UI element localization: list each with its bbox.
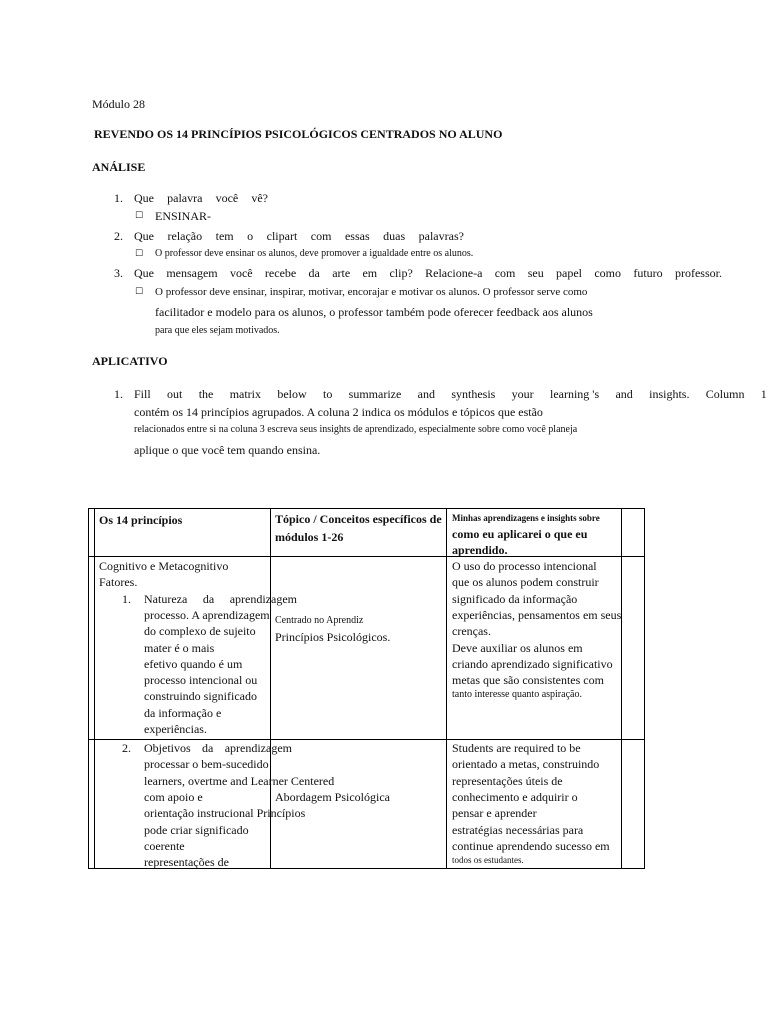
principle-line: representações de: [144, 855, 229, 870]
q3-word: papel: [556, 266, 583, 280]
q1-answer: ENSINAR-: [155, 209, 211, 223]
aplicativo-word: the: [198, 387, 214, 401]
table-margin-cell: [622, 740, 645, 869]
principle-number: 2.: [122, 741, 131, 755]
header-col3-small: Minhas aprendizagens e insights sobre: [452, 513, 600, 523]
summary-matrix: [88, 508, 645, 869]
table-margin-cell: [622, 509, 645, 557]
header-col3-line: aprendido.: [452, 543, 508, 557]
principle-line: experiências.: [144, 722, 207, 736]
q3-word: professor.: [674, 266, 722, 280]
q1-number: 1.: [114, 191, 123, 205]
principle-line: da informação e: [144, 705, 222, 720]
insight-line: pensar e aprender: [452, 806, 537, 821]
header-col2-line: módulos 1-26: [275, 530, 344, 544]
q3-word: recebe: [264, 266, 297, 280]
q1-word: você: [215, 191, 239, 205]
insight-line: criando aprendizado significativo: [452, 656, 613, 671]
aplicativo-number: 1.: [114, 387, 123, 401]
q3-answer-line: O professor deve ensinar, inspirar, motivar, encorajar e motivar os alunos. O professor serve como: [155, 286, 588, 298]
insight-line: representações úteis de: [452, 773, 563, 788]
q3-word: você: [229, 266, 253, 280]
principle-title-word: Objetivos: [144, 741, 191, 755]
aplicativo-line: relacionados entre si na coluna 3 escreva seus insights de aprendizado, especialmente sobre como você planeja: [134, 424, 578, 435]
insight-line: orientado a metas, construindo: [452, 757, 600, 772]
principle-title-word: da: [202, 741, 214, 755]
insight-line: Deve auxiliar os alunos em: [452, 640, 583, 655]
row2-insight: [447, 740, 622, 869]
insight-line: conhecimento e adquirir o: [452, 789, 578, 804]
principle-line: processar o bem-sucedido: [144, 757, 269, 772]
principle-line: processo. A aprendizagem: [144, 607, 270, 622]
principle-title-word: da: [202, 591, 215, 606]
principle-line: pode criar significado: [144, 822, 249, 837]
analise-heading: ANÁLISE: [92, 160, 146, 174]
aplicativo-word: to: [323, 387, 333, 401]
q2-number: 2.: [114, 229, 123, 243]
aplicativo-word: 1: [760, 387, 767, 401]
q3-word: futuro: [633, 266, 663, 280]
q2-word: Que: [134, 229, 154, 243]
aplicativo-word: insights.: [649, 387, 690, 401]
q1-word: palavra: [167, 191, 203, 205]
principle-line: do complexo de sujeito: [144, 624, 256, 639]
principle-line: learners, overtme and Learner Centered: [144, 773, 335, 788]
q1-word: vê?: [251, 191, 268, 205]
q3-word: arte: [332, 266, 351, 280]
header-col1-text: Os 14 princípios: [99, 513, 183, 527]
aplicativo-word: matrix: [229, 387, 262, 401]
principle-line: orientação instrucional Princípios: [144, 806, 306, 821]
header-principles: [95, 509, 271, 557]
principle-title-word: aprendizagem: [229, 591, 297, 606]
q3-answer-line: facilitador e modelo para os alunos, o professor também pode oferecer feedback aos alunos: [155, 305, 593, 319]
bullet-icon: ☐: [135, 287, 144, 297]
insight-line: todos os estudantes.: [452, 855, 524, 866]
principle-line: construindo significado: [144, 689, 257, 704]
table-header-row: [89, 509, 645, 557]
aplicativo-word: and: [615, 387, 633, 401]
aplicativo-word: below: [277, 387, 307, 401]
module-label: Módulo 28: [92, 97, 146, 111]
principle-line: coerente: [144, 838, 185, 853]
bullet-icon: ☐: [135, 249, 144, 259]
q3-word: seu: [527, 266, 544, 280]
topic-line: Abordagem Psicológica: [275, 790, 390, 804]
principle-line: com apoio e: [144, 789, 203, 804]
q2-word: essas: [344, 229, 370, 243]
principle-intro: Fatores.: [99, 575, 138, 590]
insight-line: experiências, pensamentos em seus: [452, 607, 622, 622]
principle-line: mater é o mais: [144, 640, 215, 655]
topic-line: Princípios Psicológicos.: [275, 630, 391, 644]
row1-topic: [271, 557, 447, 740]
q2-word: relação: [167, 229, 203, 243]
header-insights: [447, 509, 622, 557]
insight-line: que os alunos podem construir: [452, 575, 599, 590]
table-row: [89, 557, 645, 740]
q2-answer: O professor deve ensinar os alunos, deve promover a igualdade entre os alunos.: [155, 248, 474, 259]
q3-word: clip?: [389, 266, 413, 280]
q2-word: tem: [215, 229, 234, 243]
bullet-icon: ☐: [135, 211, 144, 221]
principle-intro: Cognitivo e Metacognitivo: [99, 559, 229, 573]
q1-word: Que: [134, 191, 154, 205]
q3-answer-line: para que eles sejam motivados.: [155, 325, 280, 336]
insight-line: Students are required to be: [452, 741, 581, 755]
q2-word: o: [247, 229, 254, 243]
q3-word: em: [362, 266, 378, 280]
aplicativo-word: synthesis: [451, 387, 496, 401]
table-row: [89, 740, 645, 869]
principle-line: efetivo quando é um: [144, 656, 243, 671]
aplicativo-word: Fill: [134, 387, 151, 401]
aplicativo-line: contém os 14 princípios agrupados. A coluna 2 indica os módulos e tópicos que estão: [134, 405, 543, 419]
row1-insight: [447, 557, 622, 740]
q2-word: duas: [383, 229, 406, 243]
insight-line: tanto interesse quanto aspiração.: [452, 689, 582, 701]
insight-line: significado da informação: [452, 591, 578, 606]
q3-word: como: [594, 266, 622, 280]
q3-question: [134, 266, 722, 281]
q3-number: 3.: [114, 266, 123, 280]
insight-line: continue aprendendo sucesso em: [452, 838, 610, 853]
row2-topic: [271, 740, 447, 869]
table-margin-cell: [622, 557, 645, 740]
page-title: REVENDO OS 14 PRINCÍPIOS PSICOLÓGICOS CENTRADOS NO ALUNO: [94, 127, 503, 141]
principle-line: processo intencional ou: [144, 673, 258, 688]
aplicativo-heading: APLICATIVO: [92, 354, 168, 368]
q3-word: da: [308, 266, 320, 280]
q3-word: com: [494, 266, 516, 280]
insight-line: metas que são consistentes com: [452, 673, 604, 688]
q1-question: [134, 191, 268, 206]
row1-principle: [95, 557, 297, 740]
q2-word: com: [310, 229, 332, 243]
aplicativo-line: [134, 387, 767, 402]
q2-word: clipart: [266, 229, 298, 243]
q2-question: [134, 229, 464, 244]
aplicativo-word: out: [167, 387, 183, 401]
q3-word: Que: [134, 266, 154, 280]
topic-line: Centrado no Aprendiz: [275, 615, 364, 626]
principle-number: 1.: [122, 591, 131, 606]
q2-word: palavras?: [418, 229, 464, 243]
aplicativo-word: your: [511, 387, 534, 401]
insight-line: crenças.: [452, 624, 491, 639]
header-col3-line: como eu aplicarei o que eu: [452, 527, 588, 541]
q3-word: Relacione-a: [425, 266, 483, 280]
insight-line: O uso do processo intencional: [452, 559, 597, 573]
insight-line: estratégias necessárias para: [452, 822, 584, 837]
q3-word: mensagem: [166, 266, 218, 280]
aplicativo-line: aplique o que você tem quando ensina.: [134, 443, 321, 457]
aplicativo-word: and: [417, 387, 435, 401]
principle-title: [144, 741, 292, 756]
principle-title-word: Natureza: [144, 591, 188, 606]
aplicativo-word: learning 's: [549, 387, 600, 401]
header-col2-line: Tópico / Conceitos específicos de: [275, 512, 442, 526]
principle-title-word: aprendizagem: [224, 741, 292, 755]
header-topics: [271, 509, 447, 557]
aplicativo-word: Column: [705, 387, 745, 401]
aplicativo-word: summarize: [348, 387, 402, 401]
